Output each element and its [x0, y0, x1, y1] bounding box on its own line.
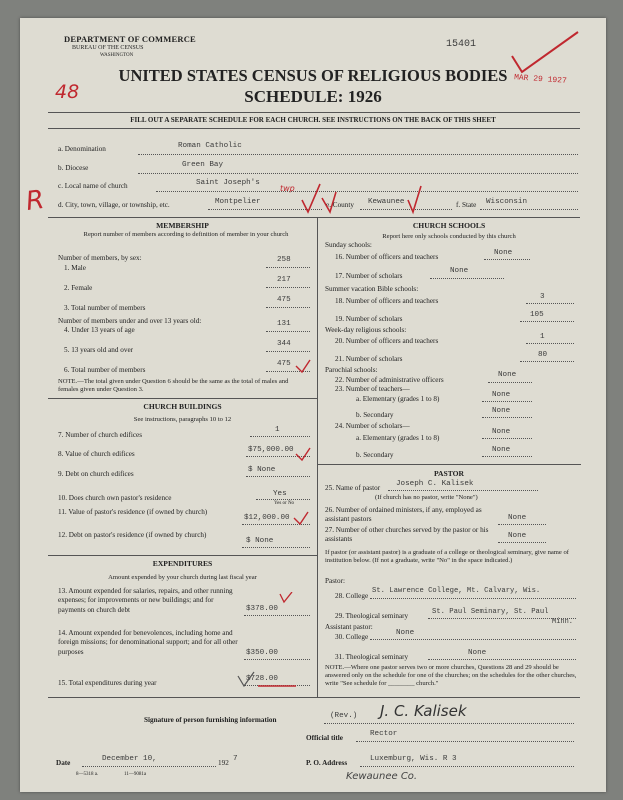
township-mark: twp [280, 184, 295, 193]
q27-value: None [508, 532, 527, 540]
po-address-label: P. O. Address [306, 759, 348, 767]
q21-label: 21. Number of scholars [335, 355, 403, 363]
q24a-value: None [492, 428, 511, 436]
yes-or-no-hint: Yes or No [274, 501, 295, 506]
county-value: Kewaunee [368, 198, 405, 206]
q27-label: 27. Number of other churches served by the pastor or his assistants [325, 526, 489, 544]
diocese-value: Green Bay [182, 161, 224, 169]
q15-value: $728.00 [246, 675, 278, 683]
q6-value: 475 [277, 360, 291, 368]
membership-note: NOTE.—The total given under Question 6 should be the same as the total of males and females given under Question 3. [58, 378, 289, 393]
q29-label: 29. Theological seminary [335, 612, 409, 620]
q29-value: St. Paul Seminary, St. Paul [432, 608, 549, 616]
q31-label: 31. Theological seminary [335, 653, 409, 661]
pastor-note: NOTE.—Where one pastor serves two or more churches, Questions 28 and 29 should be answered only on the schedule for one of the churches; on the schedules for the other churches, write "See schedule for ________ church." [325, 664, 577, 687]
q22-value: None [498, 371, 517, 379]
q20-label: 20. Number of officers and teachers [335, 337, 439, 345]
handwritten-county: Kewaunee Co. [346, 771, 418, 782]
weekday-label: Week-day religious schools: [325, 326, 407, 334]
membership-intro: Report number of members according to definition of member in your church [83, 231, 289, 238]
schedule-title: SCHEDULE: 1926 [244, 87, 382, 106]
red-tick-marks-icon [292, 358, 322, 558]
q24b-label: b. Secondary [356, 451, 394, 459]
bureau-city: WASHINGTON [100, 53, 134, 58]
city-value: Montpelier [215, 198, 261, 206]
schools-heading: CHURCH SCHOOLS [412, 221, 486, 230]
q4-value: 131 [277, 320, 291, 328]
census-schedule-form [20, 18, 606, 792]
pastor-subheading: Pastor: [325, 577, 345, 585]
official-title-value: Rector [370, 730, 398, 738]
by-sex-label: Number of members, by sex: [58, 254, 142, 262]
diocese-label: b. Diocese [58, 164, 89, 172]
q23a-value: None [492, 391, 511, 399]
pastor-heading: PASTOR [433, 469, 465, 478]
denomination-value: Roman Catholic [178, 142, 242, 150]
po-address-value: Luxemburg, Wis. R 3 [370, 755, 457, 763]
expenditures-intro: Amount expended by your church during last fiscal year [108, 574, 257, 581]
q16-label: 16. Number of officers and teachers [335, 253, 439, 261]
red-tick-marks-icon [236, 592, 296, 692]
bureau-name: BUREAU OF THE CENSUS [72, 45, 144, 51]
official-title-label: Official title [306, 734, 343, 742]
city-label: d. City, town, village, or township, etc. [58, 201, 170, 209]
q18-label: 18. Number of officers and teachers [335, 297, 439, 305]
denomination-label: a. Denomination [58, 145, 106, 153]
q9-value: $ None [248, 466, 276, 474]
q23-label: 23. Number of teachers— [335, 385, 410, 393]
q20-value: 1 [540, 333, 545, 341]
q19-label: 19. Number of scholars [335, 315, 403, 323]
received-date-stamp: MAR 29 1927 [513, 73, 568, 86]
q26-value: None [508, 514, 527, 522]
q12-label: 12. Debt on pastor's residence (if owned by church) [58, 531, 207, 539]
q21-value: 80 [538, 351, 548, 359]
q1-value: 258 [277, 256, 291, 264]
q26-label: 26. Number of ordained ministers, if any, employed as assistant pastors [325, 506, 482, 524]
age-label: Number of members under and over 13 years old: [58, 317, 202, 325]
signature-label: Signature of person furnishing information [144, 716, 277, 724]
q28-value: St. Lawrence College, Mt. Calvary, Wis. [372, 587, 541, 595]
q25-note: (If church has no pastor, write "None") [375, 494, 478, 501]
q7-value: 1 [275, 426, 280, 434]
q18-value: 3 [540, 293, 545, 301]
q14-value: $350.00 [246, 649, 278, 657]
check-marks-icon [300, 178, 430, 218]
date-value: December 10, [102, 755, 157, 763]
q13-label: 13. Amount expended for salaries, repairs, and other running expenses; for improvements or new buildings; and for payments on church debt [58, 587, 233, 614]
q23b-label: b. Secondary [356, 411, 394, 419]
serial-number: 15401 [446, 39, 477, 50]
local-name-value: Saint Joseph's [196, 179, 260, 187]
schools-intro: Report here only schools conducted by this church [382, 233, 516, 240]
print-number: 11—9081a [124, 772, 147, 777]
state-value: Wisconsin [486, 198, 528, 206]
graduate-instruction: If pastor (or assistant pastor) is a graduate of a college or theological seminary, give name of institution below. (If not a graduate, write "No" in the space indicated.) [325, 549, 570, 564]
q29-value-continued: Minn. [552, 618, 574, 626]
q15-label: 15. Total expenditures during year [58, 679, 157, 687]
q8-value: $75,000.00 [248, 446, 294, 454]
q2-label: 2. Female [64, 284, 93, 292]
q7-label: 7. Number of church edifices [58, 431, 143, 439]
q10-label: 10. Does church own pastor's residence [58, 494, 172, 502]
membership-heading: MEMBERSHIP [156, 221, 209, 230]
summer-label: Summer vacation Bible schools: [325, 285, 419, 293]
q3-value: 475 [277, 296, 291, 304]
date-label: Date [56, 759, 71, 767]
parochial-label: Parochial schools: [325, 366, 378, 374]
department-name: DEPARTMENT OF COMMERCE [64, 34, 196, 44]
expenditures-heading: EXPENDITURES [152, 559, 213, 568]
q10-value: Yes [273, 490, 287, 498]
q17-label: 17. Number of scholars [335, 272, 403, 280]
q16-value: None [494, 249, 513, 257]
q23a-label: a. Elementary (grades 1 to 8) [356, 395, 440, 403]
form-number: 8—5318 a. [76, 772, 99, 777]
year-prefix: 192 [218, 759, 229, 767]
q28-label: 28. College [335, 592, 369, 600]
form-instruction: FILL OUT A SEPARATE SCHEDULE FOR EACH CHURCH. SEE INSTRUCTIONS ON THE BACK OF THIS SHEET [130, 116, 496, 124]
q9-label: 9. Debt on church edifices [58, 470, 134, 478]
q3-label: 3. Total number of members [64, 304, 146, 312]
q25-value: Joseph C. Kalisek [396, 480, 474, 488]
margin-mark: R [24, 184, 47, 218]
q4-label: 4. Under 13 years of age [64, 326, 135, 334]
q13-value: $378.00 [246, 605, 278, 613]
q25-label: 25. Name of pastor [325, 484, 381, 492]
q14-label: 14. Amount expended for benevolences, including home and foreign missions; for denominational support; and for all other purposes [58, 629, 238, 656]
q11-label: 11. Value of pastor's residence (if owned by church) [58, 508, 208, 516]
county-label: e. County [326, 201, 354, 209]
q5-label: 5. 13 years old and over [64, 346, 134, 354]
state-label: f. State [456, 201, 477, 209]
q22-label: 22. Number of administrative officers [335, 376, 444, 384]
q5-value: 344 [277, 340, 291, 348]
q6-label: 6. Total number of members [64, 366, 146, 374]
local-name-label: c. Local name of church [58, 182, 128, 190]
q24b-value: None [492, 446, 511, 454]
q30-value: None [396, 629, 415, 637]
q12-value: $ None [246, 537, 274, 545]
pastor-signature: J. C. Kalisek [380, 702, 467, 720]
handwritten-number: 48 [55, 81, 80, 103]
q17-value: None [450, 267, 469, 275]
q24a-label: a. Elementary (grades 1 to 8) [356, 434, 440, 442]
year-digit: 7 [233, 755, 238, 763]
q1-label: 1. Male [64, 264, 86, 272]
q11-value: $12,000.00 [244, 514, 290, 522]
q23b-value: None [492, 407, 511, 415]
assistant-subheading: Assistant pastor: [325, 623, 373, 631]
signature-prefix: (Rev.) [330, 712, 358, 720]
buildings-heading: CHURCH BUILDINGS [143, 402, 222, 411]
q24-label: 24. Number of scholars— [335, 422, 410, 430]
q30-label: 30. College [335, 633, 369, 641]
q8-label: 8. Value of church edifices [58, 450, 135, 458]
form-title: UNITED STATES CENSUS OF RELIGIOUS BODIES [118, 66, 508, 85]
q31-value: None [468, 649, 487, 657]
q19-value: 105 [530, 311, 544, 319]
sunday-label: Sunday schools: [325, 241, 372, 249]
buildings-instructions: See instructions, paragraphs 10 to 12 [133, 416, 232, 423]
q2-value: 217 [277, 276, 291, 284]
